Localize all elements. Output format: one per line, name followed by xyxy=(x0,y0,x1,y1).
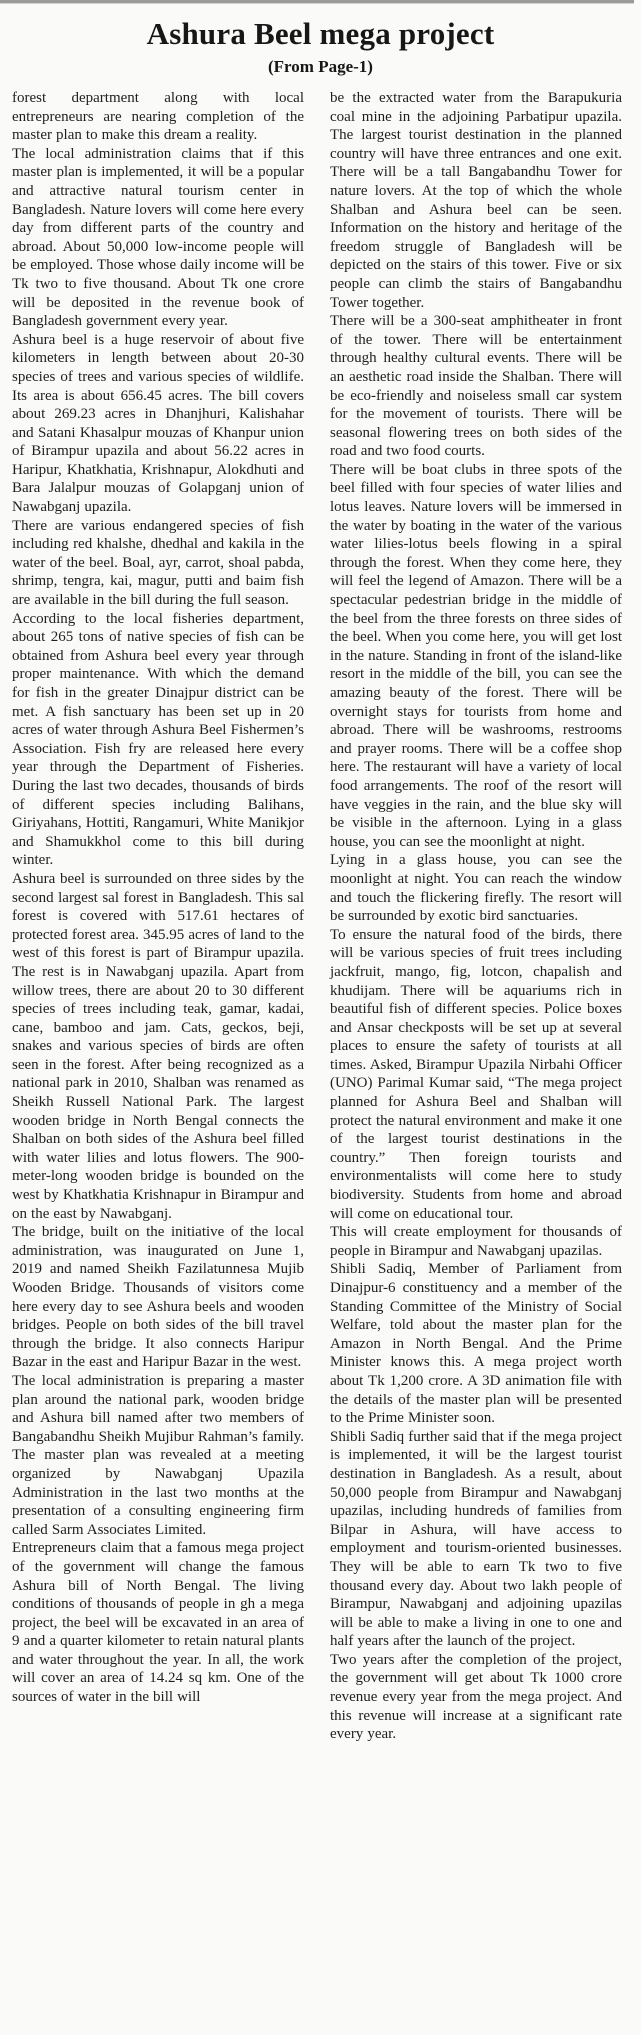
article-paragraph: There will be a 300-seat amphitheater in front of the tower. There will be entertainment through healthy cultural events. There will be an aesthetic road inside the Shalban. There will be eco-friendly and noiseless small car system for the movement of tourists. There will be seasonal flowering trees on both sides of the road and two food courts. xyxy=(330,313,622,460)
article-paragraph: Lying in a glass house, you can see the moonlight at night. You can reach the window and touch the flickering firefly. The resort will be surrounded by exotic bird sanctuaries. xyxy=(330,852,622,925)
article-header xyxy=(0,17,641,76)
article-paragraph: Entrepreneurs claim that a famous mega project of the government will change the famous Ashura bill of North Bengal. The living conditions of thousands of people in gh a mega project, the beel will be excavated in an area of 9 and a quarter kilometer to retain natural plants and water throughout the year. In all, the work will cover an area of 14.24 sq km. One of the sources of water in the bill will xyxy=(12,1540,304,1706)
article-paragraph: According to the local fisheries department, about 265 tons of native species of fish can be obtained from Ashura beel every year through proper maintenance. With which the demand for fish in the greater Dinajpur district can be met. A fish sanctuary has been set up in 20 acres of water through Ashura Beel Fishermen’s Association. Fish fry are released here every year through the Department of Fisheries. During the last two decades, thousands of birds of different species including Balihans, Giriyahans, Hottiti, Rangamuri, White Manikjor and Shamukkhol come to this bill during winter. xyxy=(12,610,304,869)
article-subtitle: (From Page-1) xyxy=(268,57,373,76)
article-paragraph: To ensure the natural food of the birds, there will be various species of fruit trees including jackfruit, mango, fig, lotcon, chapalish and khudijam. There will be aquariums rich in beautiful fish of different species. Police boxes and Ansar checkposts will be set up at several places to ensure the safety of tourists at all times. Asked, Birampur Upazila Nirbahi Officer (UNO) Parimal Kumar said, “The mega project planned for Ashura Beel and Shalban will protect the natural environment and make it one of the largest tourist destinations in the country.” Then foreign tourists and environmentalists will come here to study biodiversity. Students from home and abroad will come on educational tour. xyxy=(330,926,622,1222)
article-paragraph: There will be boat clubs in three spots of the beel filled with four species of water lilies and lotus leaves. Nature lovers will be immersed in the water by boating in the water of the various water lilies-lotus beels flowing in a spiral through the forest. When they come here, they will feel the legend of Amazon. There will be a spectacular pedestrian bridge in the middle of the beel from the three forests on three sides of the beel. When you come here, you will get lost in the nature. Standing in front of the island-like resort in the middle of the bill, you can see the amazing beauty of the forest. There will be overnight stays for tourists from home and abroad. There will be washrooms, restrooms and prayer rooms. There will be a coffee shop here. The restaurant will have a variety of local food arrangements. The roof of the resort will have veggies in the rain, and the blue sky will be visible in the afternoon. Lying in a glass house, you can see the moonlight at night. xyxy=(330,461,622,850)
right-column xyxy=(330,89,622,1744)
article-body xyxy=(0,76,641,1744)
article-paragraph: Ashura beel is a huge reservoir of about five kilometers in length between about 20-30 species of trees and various species of wildlife. Its area is about 656.45 acres. The bill covers about 269.23 acres in Dhanjhuri, Kalishahar and Satani Khasalpur mouzas of Khanpur union of Birampur upazila and about 56.22 acres in Haripur, Khatkhatia, Krishnapur, Alokdhuti and Bara Jalalpur mouzas of Golapganj union of Nawabganj upazila. xyxy=(12,331,304,516)
article-paragraph: Two years after the completion of the project, the government will get about Tk 1000 crore revenue every year from the mega project. And this revenue will increase at a significant rate every year. xyxy=(330,1651,622,1743)
left-column xyxy=(12,89,304,1744)
article-paragraph: The local administration claims that if this master plan is implemented, it will be a popular and attractive natural tourism center in Bangladesh. Nature lovers will come here every day from different parts of the country and abroad. About 50,000 low-income people will be employed. Those whose daily income will be Tk two to five thousand. About Tk one crore will be deposited in the revenue book of Bangladesh government every year. xyxy=(12,145,304,330)
article-title: Ashura Beel mega project xyxy=(146,16,495,51)
article-paragraph: forest department along with local entrepreneurs are nearing completion of the master plan to make this dream a reality. xyxy=(12,90,304,144)
article-paragraph: be the extracted water from the Barapukuria coal mine in the adjoining Parbatipur upazila. The largest tourist destination in the planned country will have three entrances and one exit. There will be a tall Bangabandhu Tower for nature lovers. At the top of which the whole Shalban and Ashura beel can be seen. Information on the history and heritage of the freedom struggle of Bangladesh will be depicted on the stairs of this tower. Five or six people can climb the stairs of Bangabandhu Tower together. xyxy=(330,90,622,311)
article-paragraph: This will create employment for thousands of people in Birampur and Nawabganj upazilas. xyxy=(330,1224,622,1259)
article-paragraph: Ashura beel is surrounded on three sides by the second largest sal forest in Bangladesh. This sal forest is covered with 517.61 hectares of protected forest area. 345.95 acres of land to the west of this forest is part of Birampur upazila. The rest is in Nawabganj upazila. Apart from willow trees, there are about 20 to 30 different species of trees including teak, gamar, kadai, cane, bamboo and jam. Cats, geckos, beji, snakes and various species of birds are often seen in the forest. After being recognized as a national park in 2010, Shalban was renamed as Sheikh Russell National Park. The largest wooden bridge in North Bengal connects the Shalban on both sides of the Ashura beel filled with water lilies and lotus flowers. The 900-meter-long wooden bridge is bounded on the west by Khatkhatia Krishnapur in Birampur and on the east by Nawabganj. xyxy=(12,870,304,1222)
article-paragraph: Shibli Sadiq, Member of Parliament from Dinajpur-6 constituency and a member of the Standing Committee of the Ministry of Social Welfare, told about the master plan for the Amazon in North Bengal. And the Prime Minister knows this. A mega project worth about Tk 1,200 crore. A 3D animation file with the details of the master plan will be presented to the Prime Minister soon. xyxy=(330,1261,622,1427)
article-paragraph: Shibli Sadiq further said that if the mega project is implemented, it will be the largest tourist destination in Bangladesh. As a result, about 50,000 people from Birampur and Nawabganj upazilas, including hundreds of families from Bilpar in Ashura, will have access to employment and tourism-oriented businesses. They will be able to earn Tk two to five thousand every day. About two lakh people of Birampur, Nawabganj and adjoining upazilas will be able to make a living in one to one and half years after the launch of the project. xyxy=(330,1428,622,1650)
page-top-rule xyxy=(0,0,634,4)
article-paragraph: The local administration is preparing a master plan around the national park, wooden bridge and Ashura bill named after two members of Bangabandhu Sheikh Mujibur Rahman’s family. The master plan was revealed at a meeting organized by Nawabganj Upazila Administration in the last two months at the presentation of a consulting engineering firm called Sarm Associates Limited. xyxy=(12,1372,304,1538)
article-paragraph: There are various endangered species of fish including red khalshe, dhedhal and kakila in the water of the beel. Boal, ayr, carrot, shoal pabda, shrimp, tengra, kai, magur, putti and baim fish are available in the bill during the full season. xyxy=(12,517,304,609)
article-paragraph: The bridge, built on the initiative of the local administration, was inaugurated on June 1, 2019 and named Sheikh Fazilatunnesa Mujib Wooden Bridge. Thousands of visitors come here every day to see Ashura beels and wooden bridges. People on both sides of the bill travel through the bridge. It also connects Haripur Bazar in the east and Haripur Bazar in the west. xyxy=(12,1224,304,1371)
